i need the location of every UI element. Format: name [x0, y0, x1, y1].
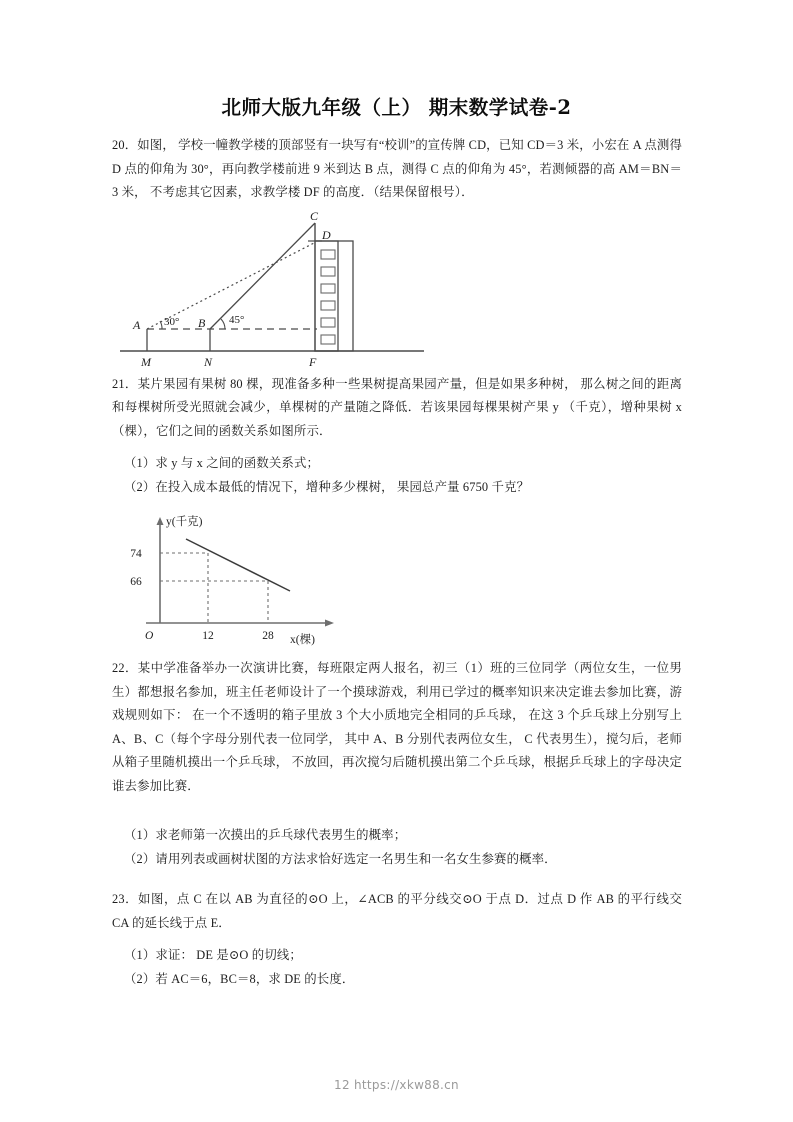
question-23-body: 23．如图，点 C 在以 AB 为直径的⊙O 上，∠ACB 的平分线交⊙O 于点 D．过点 D 作 AB 的平行线交 CA 的延长线于点 E．: [112, 892, 682, 930]
spacer: [112, 443, 682, 452]
page-footer-watermark: 12 https://xkw88.cn: [334, 1078, 459, 1092]
question-21: [112, 373, 682, 654]
question-23-part-2: （2）若 AC＝6，BC＝8，求 DE 的长度．: [124, 971, 355, 986]
spacer: [112, 871, 682, 888]
label-B: B: [198, 315, 206, 330]
label-C: C: [310, 210, 319, 223]
label-angle-45: 45°: [229, 313, 245, 326]
question-21-part-2: （2）在投入成本最低的情况下，增种多少棵树， 果园总产量 6750 千克？: [124, 479, 530, 494]
question-21-part-1: （1）求 y 与 x 之间的函数关系式；: [124, 456, 320, 470]
question-20: [112, 134, 682, 371]
building-window: [321, 250, 335, 259]
question-list: [112, 134, 682, 991]
label-F: F: [309, 354, 317, 369]
sight-line-BC: [210, 223, 315, 329]
building-window: [321, 335, 335, 344]
label-angle-30: 30°: [164, 315, 180, 328]
y-axis-arrow: [157, 517, 164, 525]
spacer: [112, 798, 682, 824]
label-D: D: [322, 227, 331, 242]
label-A: A: [133, 317, 141, 332]
question-22-part-1: （1）求老师第一次摸出的乒乓球代表男生的概率；: [124, 828, 407, 842]
angle-arc-45: [221, 319, 225, 329]
x-axis-arrow: [325, 620, 334, 627]
data-line: [186, 539, 290, 591]
y-tick-74: 74: [130, 548, 142, 560]
production-function-chart: [112, 511, 682, 653]
origin-label: O: [145, 630, 154, 642]
spacer: [112, 935, 682, 944]
x-tick-28: 28: [262, 630, 274, 642]
angle-arc-30: [160, 321, 162, 329]
production-function-svg: [112, 511, 372, 653]
x-tick-12: 12: [202, 630, 214, 642]
question-21-body: 21．某片果园有果树 80 棵，现准备多种一些果树提高果园产量，但是如果多种树， 那么树之间的距离和每棵树所受光照就会减少，单棵树的产量随之降低．若该果园每棵果树产果 y （千克），增种果树 x （棵），它们之间的函数关系如图所示．: [112, 376, 682, 438]
label-M: M: [141, 354, 151, 369]
building-window: [321, 301, 335, 310]
building-elevation-diagram: [112, 211, 682, 371]
building-window: [321, 267, 335, 276]
question-22: [112, 657, 682, 871]
building-elevation-svg: [112, 211, 432, 371]
question-23-part-1: （1）求证： DE 是⊙O 的切线；: [124, 948, 302, 962]
label-N: N: [204, 354, 213, 369]
y-axis-label: y(千克): [166, 516, 203, 528]
page-title: 北师大版九年级（上） 期末数学试卷-2: [221, 96, 572, 119]
question-22-body: 22．某中学准备举办一次演讲比赛，每班限定两人报名，初三（1）班的三位同学（两位女生，一位男生）都想报名参加，班主任老师设计了一个摸球游戏，利用已学过的概率知识来决定谁去参加比赛，游戏规则如下： 在一个不透明的箱子里放 3 个大小质地完全相同的乒乓球， 在这 3 个乒乓球上分别写上 A、B、C（每个字母分别代表一位同学， 其中 A、B 分别代表两位女生， C 代表男生），搅匀后，老师从箱子里随机摸出一个乒乓球， 不放回，再次搅匀后随机摸出第二个乒乓球，根据乒乓球上的字母决定谁去参加比赛．: [112, 661, 682, 793]
question-22-part-2: （2）请用列表或画树状图的方法求恰好选定一名男生和一名女生参赛的概率．: [124, 851, 557, 866]
question-23: [112, 888, 682, 991]
x-axis-label: x(棵): [290, 634, 315, 646]
building-window: [321, 318, 335, 327]
y-tick-66: 66: [130, 576, 142, 588]
question-20-body: 20．如图， 学校一幢教学楼的顶部竖有一块写有“校训”的宣传牌 CD，已知 CD＝3 米，小宏在 A 点测得 D 点的仰角为 30°，再向教学楼前进 9 米到达 B 点，测得 C 点的仰角为 45°，若测倾器的高 AM＝BN＝3 米， 不考虑其它因素，求教学楼 DF 的高度．（结果保留根号）．: [112, 138, 682, 199]
building-window: [321, 284, 335, 293]
